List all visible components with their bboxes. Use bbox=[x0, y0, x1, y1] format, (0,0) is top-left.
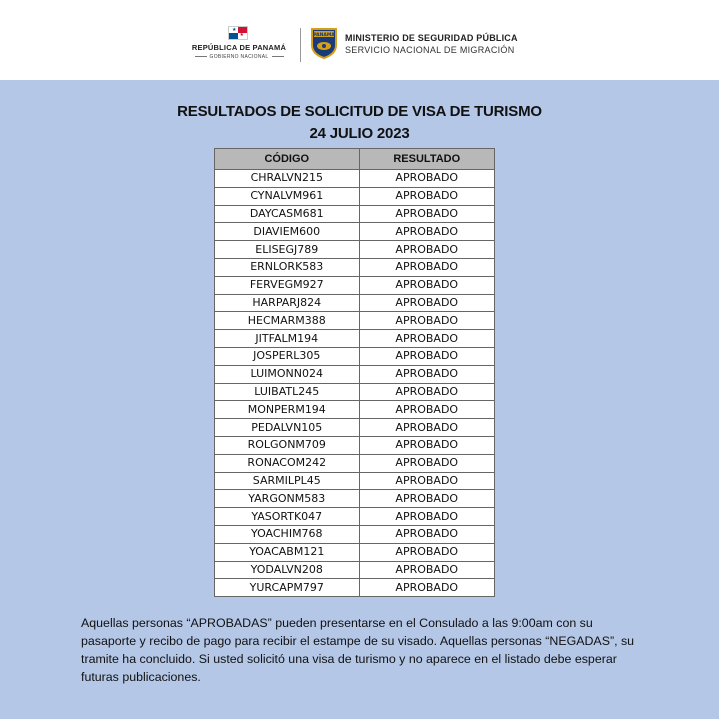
table-row bbox=[215, 579, 495, 597]
resultado-cell: APROBADO bbox=[359, 258, 494, 276]
column-header-resultado: RESULTADO bbox=[359, 149, 494, 170]
republica-logo bbox=[186, 26, 292, 66]
codigo-cell: DIAVIEM600 bbox=[215, 223, 360, 241]
resultado-cell: APROBADO bbox=[359, 401, 494, 419]
table-row bbox=[215, 525, 495, 543]
resultado-cell: APROBADO bbox=[359, 472, 494, 490]
table-row bbox=[215, 205, 495, 223]
table-row bbox=[215, 241, 495, 259]
instructions-note: Aquellas personas “APROBADAS” pueden presentarse en el Consulado a las 9:00am con su pasaporte y recibo de pago para recibir el estampe de su visado. Aquellas personas “NEGADAS”, su tramite ha concluido. Si usted solicitó una visa de turismo y no aparece en el listado debe esperar futuras publicaciones. bbox=[81, 616, 635, 684]
table-row bbox=[215, 347, 495, 365]
page-title: RESULTADOS DE SOLICITUD DE VISA DE TURISMO bbox=[177, 103, 542, 120]
codigo-cell: YARGONM583 bbox=[215, 490, 360, 508]
codigo-cell: PEDALVN105 bbox=[215, 419, 360, 437]
header-bar bbox=[0, 0, 719, 80]
migracion-shield-icon bbox=[310, 27, 338, 59]
table-row bbox=[215, 508, 495, 526]
codigo-cell: LUIBATL245 bbox=[215, 383, 360, 401]
table-row bbox=[215, 472, 495, 490]
codigo-cell: CHRALVN215 bbox=[215, 170, 360, 188]
servicio-name: SERVICIO NACIONAL DE MIGRACIÓN bbox=[345, 45, 515, 55]
table-row bbox=[215, 187, 495, 205]
table-row bbox=[215, 258, 495, 276]
table-row bbox=[215, 223, 495, 241]
codigo-cell: YODALVN208 bbox=[215, 561, 360, 579]
codigo-cell: RONACOM242 bbox=[215, 454, 360, 472]
results-table bbox=[214, 148, 495, 597]
table-row bbox=[215, 490, 495, 508]
table-row bbox=[215, 561, 495, 579]
column-header-codigo: CÓDIGO bbox=[215, 149, 360, 170]
table-row bbox=[215, 312, 495, 330]
resultado-cell: APROBADO bbox=[359, 490, 494, 508]
resultado-cell: APROBADO bbox=[359, 543, 494, 561]
table-row bbox=[215, 401, 495, 419]
table-row bbox=[215, 294, 495, 312]
codigo-cell: JOSPERL305 bbox=[215, 347, 360, 365]
codigo-cell: SARMILPL45 bbox=[215, 472, 360, 490]
table-row bbox=[215, 170, 495, 188]
codigo-cell: JITFALM194 bbox=[215, 330, 360, 348]
codigo-cell: YOACHIM768 bbox=[215, 525, 360, 543]
gobierno-name: GOBIERNO NACIONAL bbox=[186, 54, 292, 60]
resultado-cell: APROBADO bbox=[359, 330, 494, 348]
resultado-cell: APROBADO bbox=[359, 187, 494, 205]
resultado-cell: APROBADO bbox=[359, 579, 494, 597]
codigo-cell: ERNLORK583 bbox=[215, 258, 360, 276]
resultado-cell: APROBADO bbox=[359, 454, 494, 472]
table-row bbox=[215, 365, 495, 383]
resultado-cell: APROBADO bbox=[359, 347, 494, 365]
codigo-cell: YOACABM121 bbox=[215, 543, 360, 561]
republica-name: REPÚBLICA DE PANAMÁ bbox=[191, 43, 287, 52]
page-date: 24 JULIO 2023 bbox=[309, 125, 410, 142]
panama-flag-icon: ★ ★ bbox=[228, 26, 248, 40]
codigo-cell: ROLGONM709 bbox=[215, 436, 360, 454]
resultado-cell: APROBADO bbox=[359, 383, 494, 401]
table-row bbox=[215, 330, 495, 348]
resultado-cell: APROBADO bbox=[359, 436, 494, 454]
table-row bbox=[215, 543, 495, 561]
table-row bbox=[215, 454, 495, 472]
codigo-cell: YURCAPM797 bbox=[215, 579, 360, 597]
resultado-cell: APROBADO bbox=[359, 508, 494, 526]
resultado-cell: APROBADO bbox=[359, 170, 494, 188]
resultado-cell: APROBADO bbox=[359, 525, 494, 543]
resultado-cell: APROBADO bbox=[359, 294, 494, 312]
table-row bbox=[215, 383, 495, 401]
codigo-cell: LUIMONN024 bbox=[215, 365, 360, 383]
ministerio-name: MINISTERIO DE SEGURIDAD PÚBLICA bbox=[345, 33, 518, 43]
shield-text: PANAMÁ bbox=[313, 33, 335, 38]
codigo-cell: CYNALVM961 bbox=[215, 187, 360, 205]
resultado-cell: APROBADO bbox=[359, 241, 494, 259]
resultado-cell: APROBADO bbox=[359, 205, 494, 223]
codigo-cell: HARPARJ824 bbox=[215, 294, 360, 312]
resultado-cell: APROBADO bbox=[359, 312, 494, 330]
codigo-cell: YASORTK047 bbox=[215, 508, 360, 526]
resultado-cell: APROBADO bbox=[359, 223, 494, 241]
resultado-cell: APROBADO bbox=[359, 561, 494, 579]
codigo-cell: FERVEGM927 bbox=[215, 276, 360, 294]
table-row bbox=[215, 436, 495, 454]
header-divider bbox=[300, 28, 301, 62]
codigo-cell: ELISEGJ789 bbox=[215, 241, 360, 259]
table-row bbox=[215, 276, 495, 294]
resultado-cell: APROBADO bbox=[359, 365, 494, 383]
resultado-cell: APROBADO bbox=[359, 419, 494, 437]
codigo-cell: HECMARM388 bbox=[215, 312, 360, 330]
codigo-cell: MONPERM194 bbox=[215, 401, 360, 419]
codigo-cell: DAYCASM681 bbox=[215, 205, 360, 223]
table-header-row bbox=[215, 149, 495, 170]
resultado-cell: APROBADO bbox=[359, 276, 494, 294]
table-row bbox=[215, 419, 495, 437]
results-table-body bbox=[215, 170, 495, 597]
